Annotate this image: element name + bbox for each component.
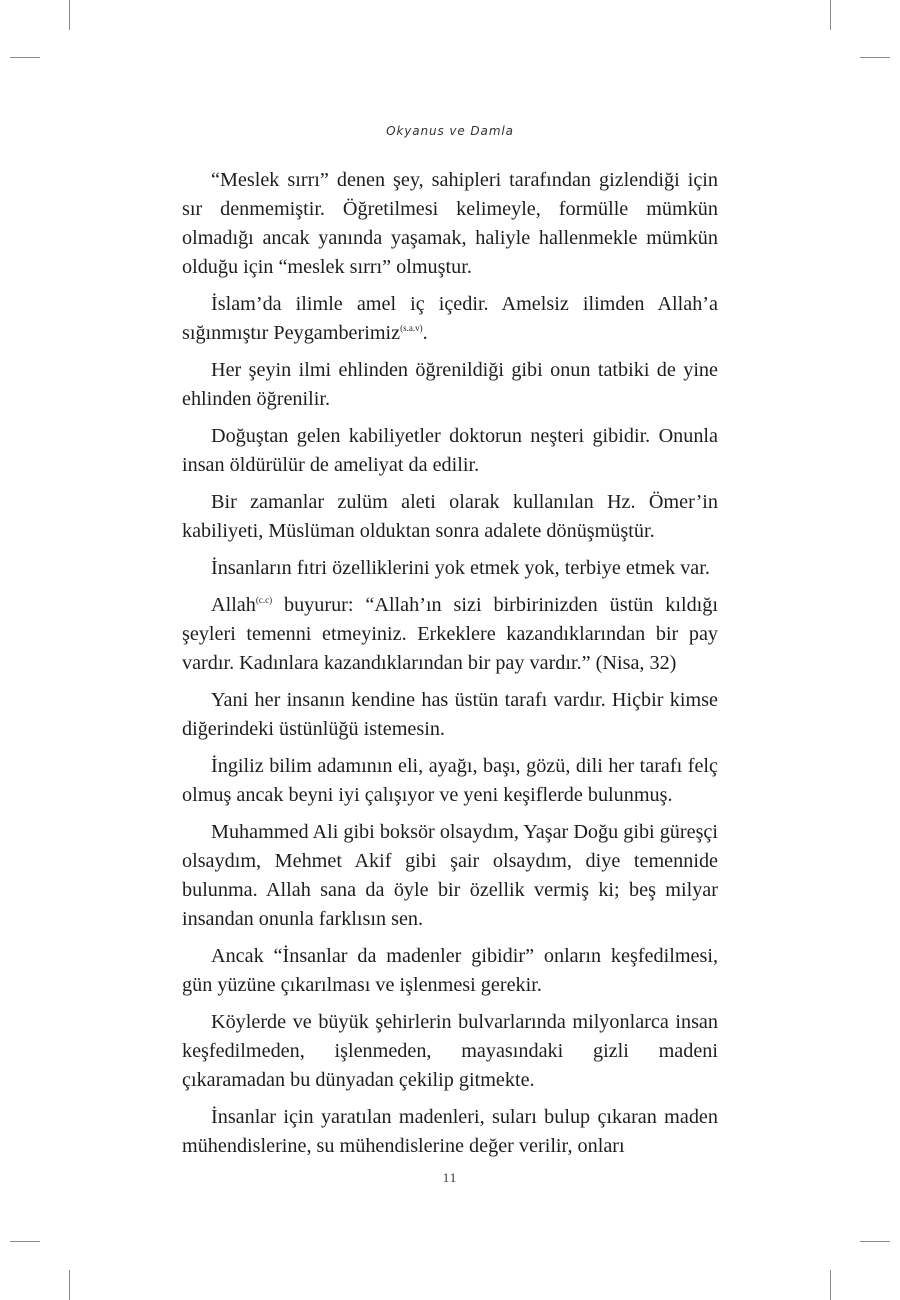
paragraph: Yani her insanın kendine has üstün tarafı vardır. Hiçbir kimse diğerindeki üstünlüğü istemesin. (182, 689, 718, 740)
honorific-superscript: (s.a.v) (400, 323, 423, 333)
paragraph: Doğuştan gelen kabiliyetler doktorun neşteri gibidir. Onunla insan öldürülür de ameliyat da edilir. (182, 425, 718, 476)
honorific-superscript: (c.c) (255, 595, 273, 605)
crop-mark (830, 0, 831, 30)
paragraph: Her şeyin ilmi ehlinden öğrenildiği gibi onun tatbiki de yine ehlinden öğrenilir. (182, 359, 718, 410)
body-text (182, 166, 718, 1169)
running-title: Okyanus ve Damla (386, 124, 514, 138)
crop-mark (10, 1241, 40, 1242)
paragraph: İslam’da ilimle amel iç içedir. Amelsiz ilimden Allah’a sığınmıştır Peygamberimiz$^{(s.a.v)}$. (182, 293, 718, 344)
paragraph: İnsanlar için yaratılan madenleri, suları bulup çıkaran maden mühendislerine, su mühendislerine değer verilir, onları (182, 1106, 718, 1157)
paragraph: “Meslek sırrı” denen şey, sahipleri tarafından gizlendiği için sır denmemiştir. Öğretilmesi kelimeyle, formülle mümkün olmadığı ancak yanında yaşamak, haliyle hallenmekle mümkün olduğu için “meslek sırrı” olmuştur. (182, 169, 718, 278)
paragraph: Ancak “İnsanlar da madenler gibidir” onların keşfedilmesi, gün yüzüne çıkarılması ve işlenmesi gerekir. (182, 945, 718, 996)
crop-mark (10, 57, 40, 58)
crop-mark (69, 1270, 70, 1300)
paragraph: İnsanların fıtri özelliklerini yok etmek yok, terbiye etmek var. (211, 557, 710, 579)
crop-mark (830, 1270, 831, 1300)
paragraph: Köylerde ve büyük şehirlerin bulvarlarında milyonlarca insan keşfedilmeden, işlenmeden, mayasındaki gizli madeni çıkaramadan bu dünyadan çekilip gitmekte. (182, 1011, 718, 1091)
paragraph: Bir zamanlar zulüm aleti olarak kullanılan Hz. Ömer’in kabiliyeti, Müslüman olduktan sonra adalete dönüşmüştür. (182, 491, 718, 542)
paragraph: İngiliz bilim adamının eli, ayağı, başı, gözü, dili her tarafı felç olmuş ancak beyni iyi çalışıyor ve yeni keşiflerde bulunmuş. (182, 755, 718, 806)
paragraph: Allah$^{(c.c)}$ buyurur: “Allah’ın sizi birbirinizden üstün kıldığı şeyleri temenni etmeyiniz. Erkeklere kazandıklarından bir pay vardır. Kadınlara kazandıklarından bir pay vardır.” (Nisa, 32) (182, 594, 718, 674)
crop-mark (69, 0, 70, 30)
crop-mark (860, 1241, 890, 1242)
page-number: 11 (442, 1170, 458, 1185)
paragraph: Muhammed Ali gibi boksör olsaydım, Yaşar Doğu gibi güreşçi olsaydım, Mehmet Akif gibi şair olsaydım, diye temennide bulunma. Allah sana da öyle bir özellik vermiş ki; beş milyar insandan onunla farklısın sen. (182, 821, 718, 930)
crop-mark (860, 57, 890, 58)
